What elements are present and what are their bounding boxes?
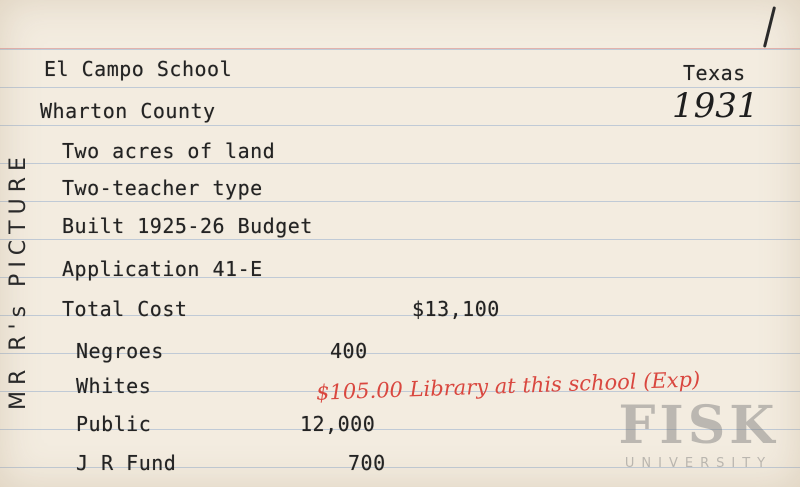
breakdown-value: 700	[348, 451, 386, 475]
breakdown-label: J R Fund	[76, 451, 177, 475]
breakdown-label: Whites	[76, 374, 152, 398]
watermark-subtitle: UNIVERSITY	[624, 456, 773, 471]
breakdown-label: Public	[76, 412, 152, 436]
breakdown-label: Negroes	[76, 339, 164, 363]
watermark-name: FISK	[618, 395, 779, 456]
card-line: Two acres of land	[62, 139, 276, 163]
total-cost-value: $13,100	[412, 297, 500, 321]
school-name: El Campo School	[44, 57, 233, 81]
year-handwritten: 1931	[672, 86, 759, 126]
fisk-watermark-logo	[606, 395, 791, 471]
card-line: Application 41-E	[62, 257, 263, 281]
breakdown-value: 400	[330, 339, 368, 363]
breakdown-value: 12,000	[300, 412, 376, 436]
red-rule-line	[0, 48, 800, 49]
card-line: Built 1925-26 Budget	[62, 214, 313, 238]
card-line: Two-teacher type	[62, 176, 263, 200]
state-name: Texas	[683, 61, 746, 85]
margin-note-handwritten: MR R's PICTURE	[6, 151, 31, 410]
red-ink-note: $105.00 Library at this school (Exp)	[315, 367, 701, 405]
county-name: Wharton County	[40, 99, 216, 123]
total-cost-label: Total Cost	[62, 297, 188, 321]
corner-pen-mark	[763, 6, 776, 47]
